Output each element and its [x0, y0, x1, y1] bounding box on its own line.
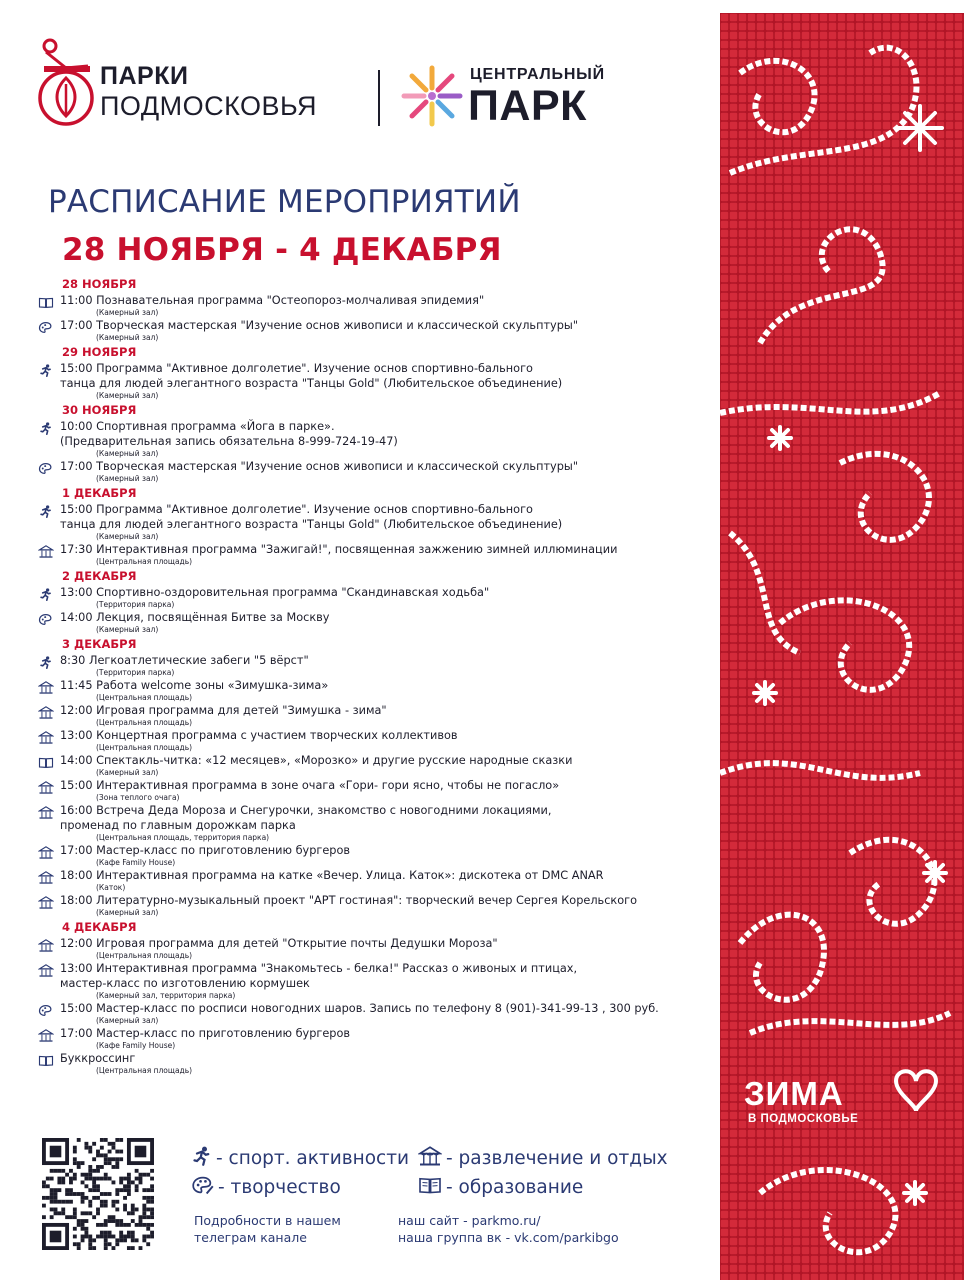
event-item: [38, 1026, 688, 1051]
qr-code[interactable]: [42, 1138, 154, 1250]
snowflake-logo-icon: [400, 64, 464, 128]
event-text: 13:00 Спортивно-оздоровительная программа "Скандинавская ходьба": [60, 586, 490, 599]
event-item: [38, 610, 688, 635]
event-location: (Центральная площадь): [96, 951, 193, 960]
event-location: (Камерный зал): [96, 532, 159, 541]
carousel-icon: [38, 844, 54, 857]
legend-entertainment-label: - развлечение и отдых: [446, 1148, 668, 1169]
legend-sport-label: - спорт. активности: [216, 1148, 410, 1169]
carousel-icon: [38, 962, 54, 975]
event-text: 15:00 Мастер-класс по росписи новогодних шаров. Запись по телефону 8 (901)-341-99-13 , 300 руб.: [60, 1002, 659, 1015]
event-item: [38, 703, 688, 728]
runner-icon: [38, 503, 54, 516]
event-text: 14:00 Спектакль-читка: «12 месяцев», «Морозко» и другие русские народные сказки: [60, 754, 573, 767]
event-text: Буккроссинг: [60, 1052, 136, 1065]
carousel-icon: [38, 679, 54, 692]
event-location: (Камерный зал): [96, 449, 159, 458]
palette-icon: [192, 1175, 214, 1195]
event-text: 11:00 Познавательная программа "Остеопороз-молчаливая эпидемия": [60, 294, 485, 307]
event-item: [38, 961, 688, 1001]
event-location: (Кафе Family House): [96, 1041, 176, 1050]
event-text: 15:00 Интерактивная программа в зоне очага «Гори- гори ясно, чтобы не погасло»: [60, 779, 560, 792]
book-icon: [38, 294, 54, 307]
event-text: 13:00 Интерактивная программа "Знакомьтесь - белка!" Рассказ о живоных и птицах, мастер-класс по изготовлению кормушек: [60, 962, 578, 990]
event-location: (Центральная площадь, территория парка): [96, 833, 270, 842]
carousel-icon: [38, 937, 54, 950]
event-item: [38, 1051, 688, 1076]
event-item: [38, 459, 688, 484]
event-item: [38, 778, 688, 803]
zima-brand-subtitle: В ПОДМОСКОВЬЕ: [748, 1113, 859, 1125]
logo-divider: [378, 70, 380, 126]
carousel-icon: [418, 1146, 442, 1166]
event-item: [38, 653, 688, 678]
event-text: 10:00 Спортивная программа «Йога в парке». (Предварительная запись обязательна 8-999-724-19-47): [60, 420, 398, 448]
carousel-icon: [38, 869, 54, 882]
event-item: [38, 361, 688, 401]
runner-icon: [38, 586, 54, 599]
palette-icon: [38, 319, 54, 332]
book-icon: [38, 754, 54, 767]
event-text: 18:00 Литературно-музыкальный проект "АРТ гостиная": творческий вечер Сергея Корельского: [60, 894, 637, 907]
event-location: (Камерный зал): [96, 1016, 159, 1025]
event-location: (Камерный зал): [96, 768, 159, 777]
event-text: 14:00 Лекция, посвящённая Битве за Москву: [60, 611, 330, 624]
event-text: 11:45 Работа welcome зоны «Зимушка-зима»: [60, 679, 329, 692]
event-item: [38, 893, 688, 918]
event-location: (Центральная площадь): [96, 1066, 193, 1075]
day-heading: 28 НОЯБРЯ: [62, 277, 137, 291]
parki-logo: [36, 38, 356, 128]
event-text: 13:00 Концертная программа с участием творческих коллективов: [60, 729, 458, 742]
parki-leaf-logo-icon: [36, 38, 96, 130]
palette-icon: [38, 611, 54, 624]
parki-logo-line2: ПОДМОСКОВЬЯ: [100, 91, 318, 121]
carousel-icon: [38, 543, 54, 556]
event-text: 17:00 Творческая мастерская "Изучение основ живописи и классической скульптуры": [60, 319, 579, 332]
event-item: [38, 542, 688, 567]
event-item: [38, 728, 688, 753]
legend-creativity: [192, 1175, 341, 1198]
day-heading: 30 НОЯБРЯ: [62, 403, 137, 417]
carousel-icon: [38, 804, 54, 817]
event-text: 17:00 Мастер-класс по приготовлению бургеров: [60, 1027, 351, 1040]
event-text: 18:00 Интерактивная программа на катке «Вечер. Улица. Каток»: дискотека от DMC ANAR: [60, 869, 604, 882]
event-text: 17:00 Мастер-класс по приготовлению бургеров: [60, 844, 351, 857]
palette-icon: [38, 1002, 54, 1015]
event-location: (Кафе Family House): [96, 858, 176, 867]
page-title: РАСПИСАНИЕ МЕРОПРИЯТИЙ: [48, 184, 521, 220]
event-location: (Камерный зал): [96, 474, 159, 483]
event-text: 8:30 Легкоатлетические забеги "5 вёрст": [60, 654, 309, 667]
event-location: (Камерный зал): [96, 308, 159, 317]
event-text: 15:00 Программа "Активное долголетие". Изучение основ спортивно-бального танца для людей элегантного возраста "Танцы Gold" (Любительское объединение): [60, 503, 563, 531]
event-item: [38, 585, 688, 610]
event-text: 17:00 Творческая мастерская "Изучение основ живописи и классической скульптуры": [60, 460, 579, 473]
event-location: (Камерный зал, территория парка): [96, 991, 236, 1000]
legend-education-label: - образование: [446, 1177, 584, 1198]
event-item: [38, 293, 688, 318]
event-item: [38, 678, 688, 703]
event-text: 12:00 Игровая программа для детей "Зимушка - зима": [60, 704, 387, 717]
winter-banner: [720, 13, 964, 1280]
legend-entertainment: [418, 1146, 668, 1169]
zima-brand: ЗИМА: [744, 1075, 844, 1112]
palette-icon: [38, 460, 54, 473]
event-schedule: [38, 275, 688, 1076]
event-item: [38, 753, 688, 778]
event-item: [38, 868, 688, 893]
event-location: (Камерный зал): [96, 908, 159, 917]
carousel-icon: [38, 779, 54, 792]
book-icon: [418, 1175, 442, 1195]
runner-icon: [38, 362, 54, 375]
parki-logo-line1: ПАРКИ: [100, 62, 189, 90]
carousel-icon: [38, 729, 54, 742]
event-item: [38, 843, 688, 868]
event-text: 12:00 Игровая программа для детей "Открытие почты Дедушки Мороза": [60, 937, 498, 950]
day-heading: 3 ДЕКАБРЯ: [62, 637, 137, 651]
event-location: (Территория парка): [96, 600, 175, 609]
day-heading: 4 ДЕКАБРЯ: [62, 920, 137, 934]
legend-education: [418, 1175, 583, 1198]
carousel-icon: [38, 704, 54, 717]
event-location: (Территория парка): [96, 668, 175, 677]
event-location: (Центральная площадь): [96, 743, 193, 752]
day-heading: 29 НОЯБРЯ: [62, 345, 137, 359]
event-text: 16:00 Встреча Деда Мороза и Снегурочки, знакомство с новогодними локациями, променад по главным дорожкам парка: [60, 804, 552, 832]
day-heading: 2 ДЕКАБРЯ: [62, 569, 137, 583]
event-location: (Камерный зал): [96, 625, 159, 634]
book-icon: [38, 1052, 54, 1065]
central-park-logo-line1: ЦЕНТРАЛЬНЫЙ: [470, 66, 605, 83]
runner-icon: [38, 420, 54, 433]
event-location: (Камерный зал): [96, 391, 159, 400]
event-item: [38, 502, 688, 542]
runner-icon: [192, 1146, 212, 1166]
day-heading: 1 ДЕКАБРЯ: [62, 486, 137, 500]
event-item: [38, 936, 688, 961]
central-park-logo: [400, 60, 630, 134]
runner-icon: [38, 654, 54, 667]
event-location: (Камерный зал): [96, 333, 159, 342]
telegram-note: Подробности в нашем телеграм канале: [194, 1213, 341, 1245]
website-note[interactable]: наш сайт - parkmo.ru/ наша группа вк - vk.com/parkibgo: [398, 1213, 619, 1245]
legend-creativity-label: - творчество: [218, 1177, 341, 1198]
central-park-logo-line2: ПАРК: [468, 82, 587, 130]
event-item: [38, 419, 688, 459]
legend-sport: [192, 1146, 409, 1169]
carousel-icon: [38, 894, 54, 907]
event-text: 15:00 Программа "Активное долголетие". Изучение основ спортивно-бального танца для людей элегантного возраста "Танцы Gold" (Любительское объединение): [60, 362, 563, 390]
date-range: 28 НОЯБРЯ - 4 ДЕКАБРЯ: [62, 232, 502, 268]
event-item: [38, 1001, 688, 1026]
event-location: (Зона теплого очага): [96, 793, 180, 802]
event-location: (Центральная площадь): [96, 718, 193, 727]
event-text: 17:30 Интерактивная программа "Зажигай!", посвященная зажжению зимней иллюминации: [60, 543, 618, 556]
event-location: (Центральная площадь): [96, 693, 193, 702]
event-location: (Центральная площадь): [96, 557, 193, 566]
carousel-icon: [38, 1027, 54, 1040]
event-item: [38, 318, 688, 343]
event-location: (Каток): [96, 883, 126, 892]
event-item: [38, 803, 688, 843]
